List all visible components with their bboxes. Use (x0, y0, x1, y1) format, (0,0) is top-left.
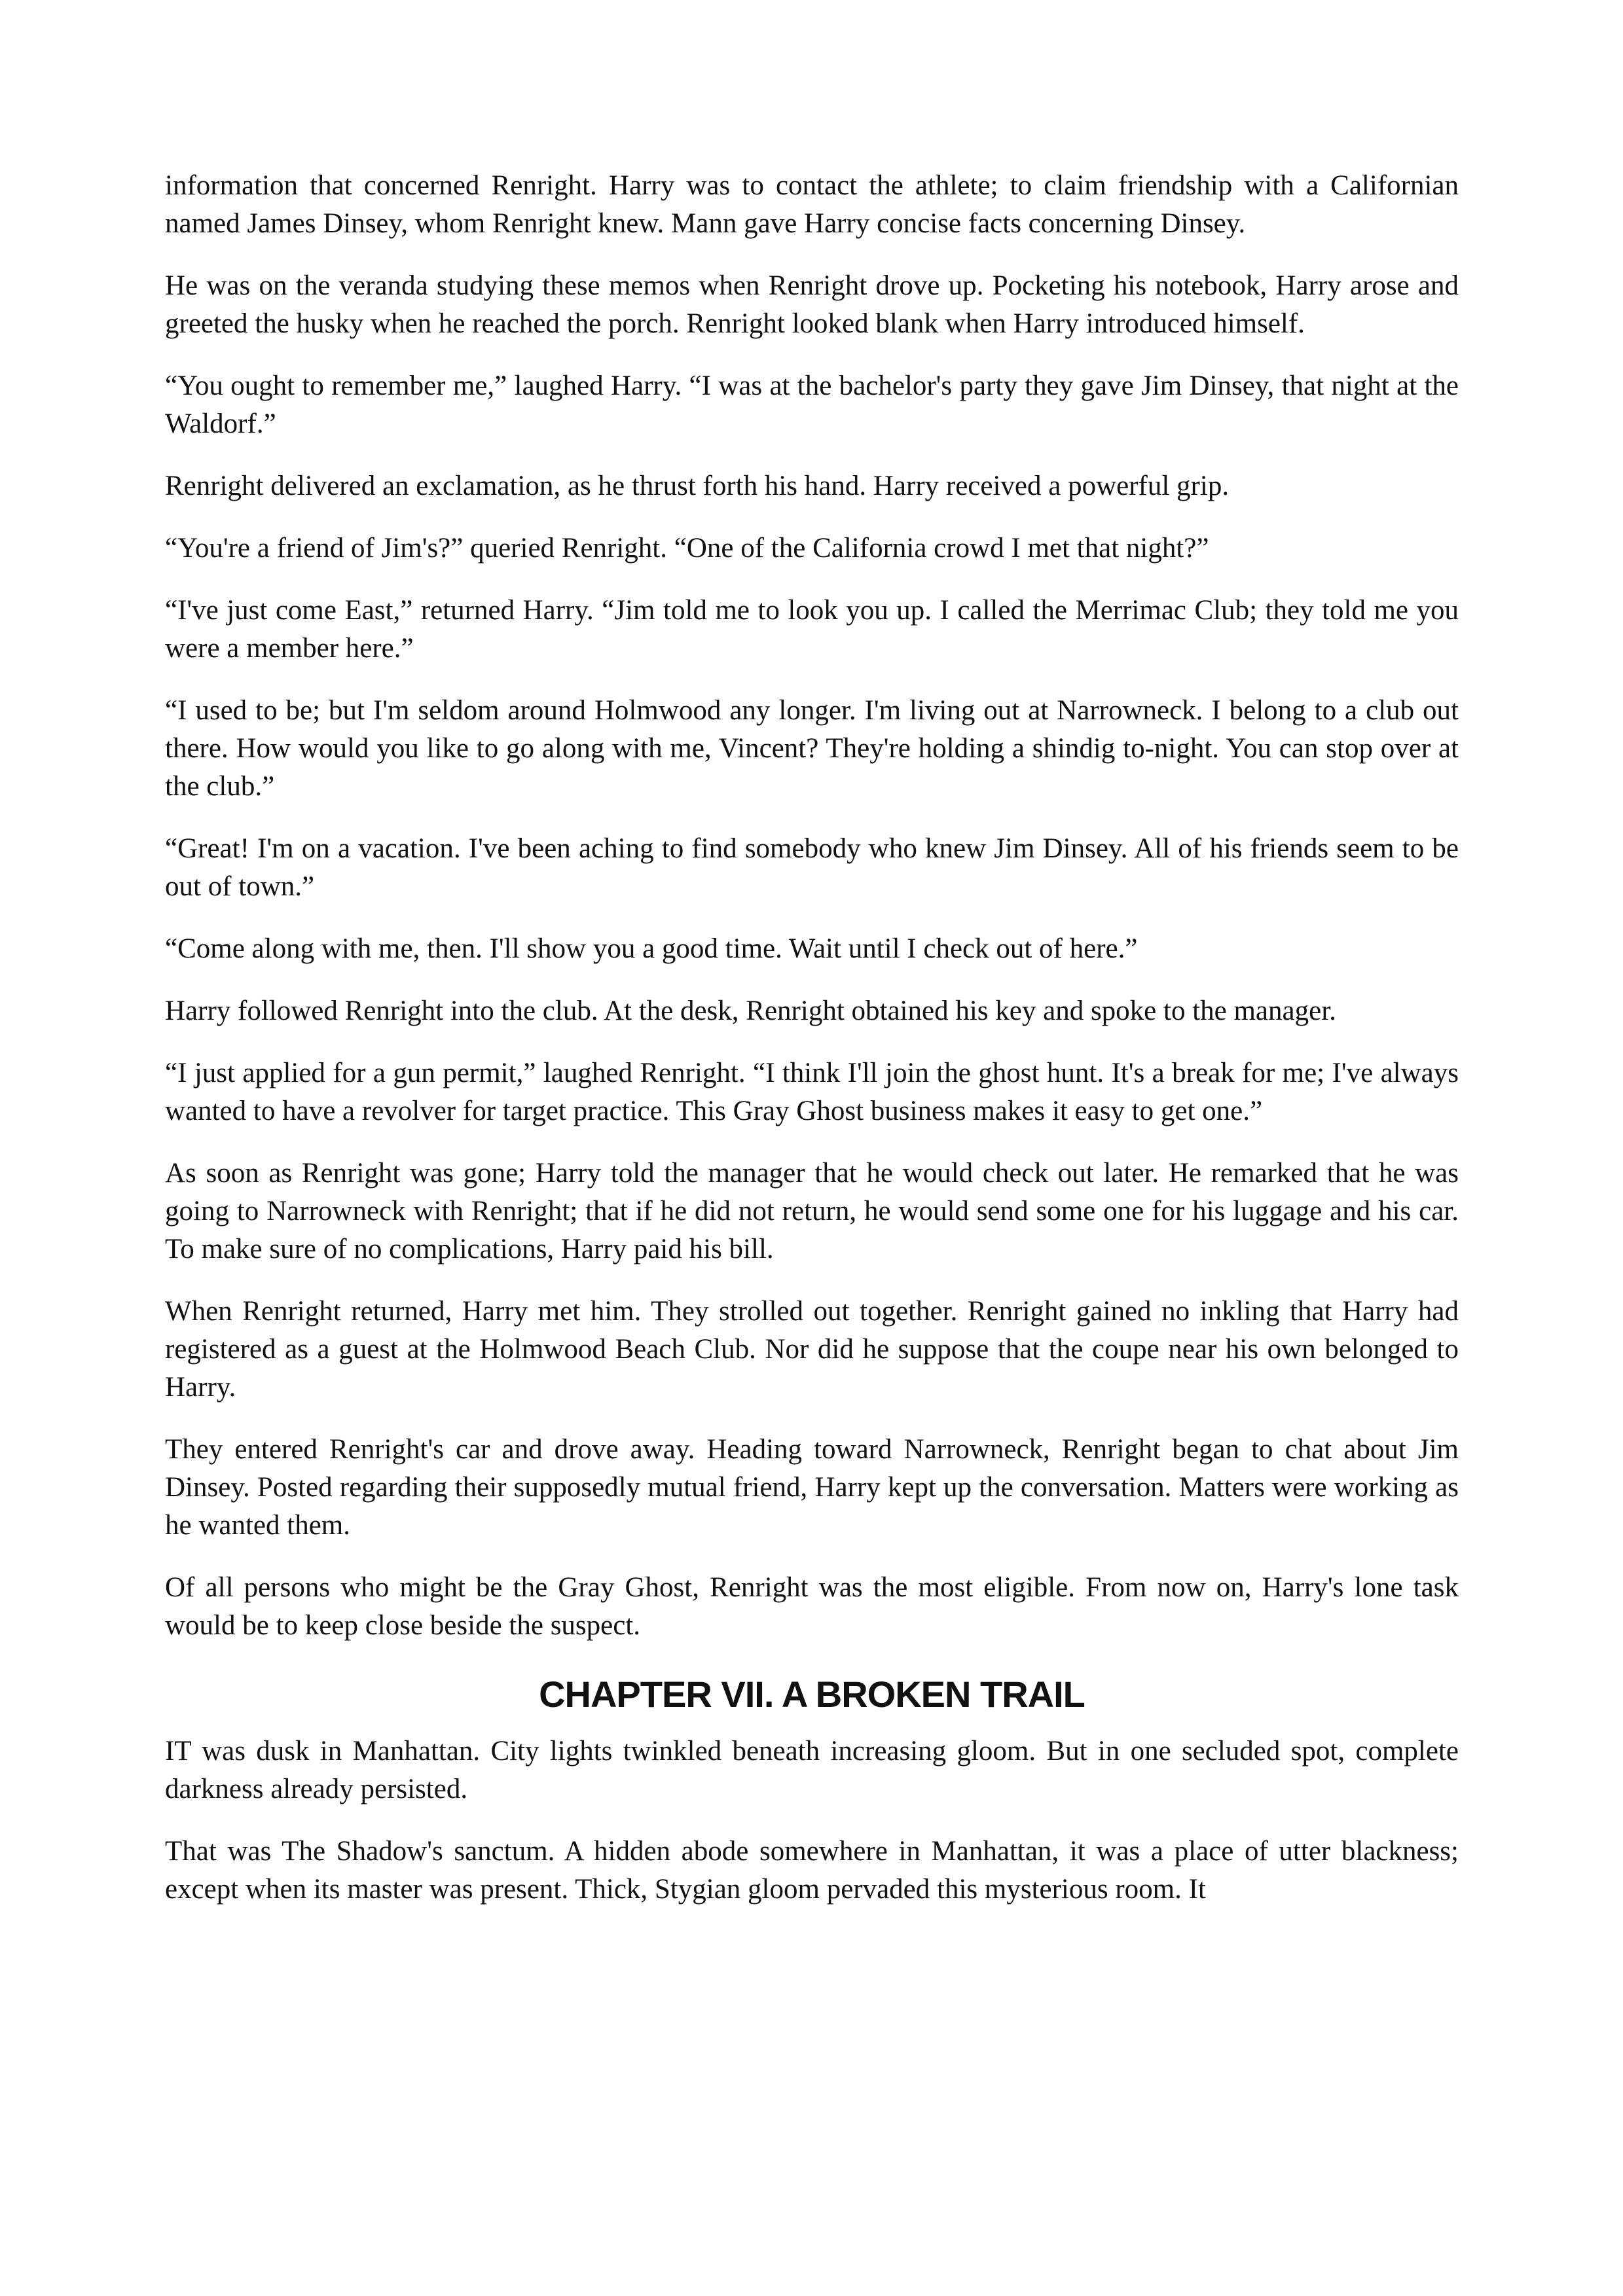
paragraph: “Come along with me, then. I'll show you a good time. Wait until I check out of here.” (165, 933, 1138, 964)
paragraph: Renright delivered an exclamation, as he thrust forth his hand. Harry received a powerful grip. (165, 471, 1230, 501)
document-page (165, 167, 1459, 1933)
paragraph: “I've just come East,” returned Harry. “Jim told me to look you up. I called the Merrimac Club; they told me you were a member here.” (165, 595, 1459, 664)
paragraph: IT was dusk in Manhattan. City lights twinkled beneath increasing gloom. But in one secluded spot, complete darkness already persisted. (165, 1736, 1459, 1804)
paragraph: Of all persons who might be the Gray Ghost, Renright was the most eligible. From now on, Harry's lone task would be to keep close beside the suspect. (165, 1572, 1459, 1641)
paragraph: “Great! I'm on a vacation. I've been aching to find somebody who knew Jim Dinsey. All of his friends seem to be out of town.” (165, 833, 1459, 902)
paragraph: As soon as Renright was gone; Harry told the manager that he would check out later. He remarked that he was going to Narrowneck with Renright; that if he did not return, he would send some one for his luggage and his car. To make sure of no complications, Harry paid his bill. (165, 1158, 1459, 1265)
paragraph: information that concerned Renright. Harry was to contact the athlete; to claim friendship with a Californian named James Dinsey, whom Renright knew. Mann gave Harry concise facts concerning Dinsey. (165, 170, 1459, 239)
chapter-heading: CHAPTER VII. A BROKEN TRAIL (539, 1674, 1085, 1715)
paragraph: “You're a friend of Jim's?” queried Renright. “One of the California crowd I met that night?” (165, 533, 1209, 564)
paragraph: That was The Shadow's sanctum. A hidden abode somewhere in Manhattan, it was a place of utter blackness; except when its master was present. Thick, Stygian gloom pervaded this mysterious room. It (165, 1836, 1459, 1905)
paragraph: “You ought to remember me,” laughed Harry. “I was at the bachelor's party they gave Jim Dinsey, that night at the Waldorf.” (165, 370, 1459, 439)
paragraph: They entered Renright's car and drove away. Heading toward Narrowneck, Renright began to chat about Jim Dinsey. Posted regarding their supposedly mutual friend, Harry kept up the conversation. Matters were working as he wanted them. (165, 1434, 1459, 1541)
paragraph: When Renright returned, Harry met him. They strolled out together. Renright gained no inkling that Harry had registered as a guest at the Holmwood Beach Club. Nor did he suppose that the coupe near his own belonged to Harry. (165, 1296, 1459, 1403)
paragraph: “I used to be; but I'm seldom around Holmwood any longer. I'm living out at Narrowneck. I belong to a club out there. How would you like to go along with me, Vincent? They're holding a shindig to-night. You can stop over at the club.” (165, 695, 1459, 802)
paragraph: Harry followed Renright into the club. At the desk, Renright obtained his key and spoke to the manager. (165, 996, 1336, 1026)
paragraph: “I just applied for a gun permit,” laughed Renright. “I think I'll join the ghost hunt. It's a break for me; I've always wanted to have a revolver for target practice. This Gray Ghost business makes it easy to get one.” (165, 1058, 1459, 1126)
paragraph: He was on the veranda studying these memos when Renright drove up. Pocketing his notebook, Harry arose and greeted the husky when he reached the porch. Renright looked blank when Harry introduced himself. (165, 270, 1459, 339)
